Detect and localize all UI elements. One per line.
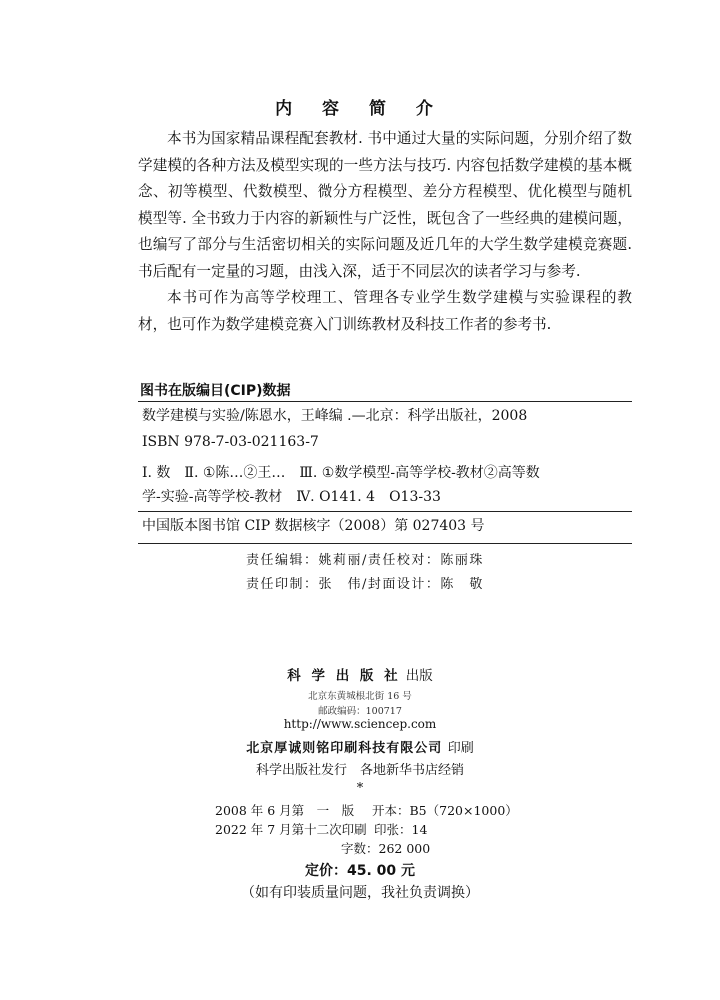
publisher-postcode: 邮政编码：100717 [318, 706, 402, 717]
publisher-suffix: 出版 [405, 668, 433, 684]
cip-isbn: ISBN 978-7-03-021163-7 [142, 434, 319, 450]
publisher-address: 北京东黄城根北街 16 号 [308, 691, 412, 702]
price: 定价：45. 00 元 [304, 863, 416, 879]
edition-first: 2008 年 6 月第 一 版 [215, 803, 355, 818]
introduction [138, 126, 632, 338]
intro-paragraph-2: 本书可作为高等学校理工、管理各专业学生数学建模与实验课程的教材，也可作为数学建模竞赛入门训练教材及科技工作者的参考书. [138, 289, 632, 333]
cip-classification-1: Ⅰ. 数 Ⅱ. ①陈…②王… Ⅲ. ①数学模型-高等学校-教材②高等数 [142, 465, 540, 481]
edition-sheets: 印张：14 [374, 822, 428, 837]
printer-line [0, 737, 720, 756]
cip-title-line: 数学建模与实验/陈恩水，王峰编 .—北京：科学出版社，2008 [142, 408, 528, 424]
quality-note: （如有印装质量问题，我社负责调换） [241, 885, 479, 901]
edition-print: 2022 年 7 月第十二次印刷 [215, 822, 367, 837]
staff-editors: 责任编辑：姚莉丽/责任校对：陈丽珠 [246, 553, 484, 568]
edition-format: 开本：B5（720×1000） [372, 803, 518, 818]
cip-top-rule [138, 401, 632, 402]
publisher-url: http://www.sciencep.com [283, 717, 437, 731]
cip-mid-rule [138, 511, 632, 512]
cip-bottom-rule [138, 543, 632, 544]
publisher-name: 科 学 出 版 社 [287, 668, 401, 684]
edition-words: 字数：262 000 [341, 841, 431, 856]
page-title: 内 容 简 介 [275, 99, 445, 119]
publisher-line [0, 664, 720, 684]
printer-name: 北京厚诚则铭印刷科技有限公司 [246, 741, 443, 756]
separator-star: * [356, 781, 364, 796]
intro-paragraph-1: 本书为国家精品课程配套教材. 书中通过大量的实际问题，分别介绍了数学建模的各种方法及模型实现的一些方法与技巧. 内容包括数学建模的基本概念、初等模型、代数模型、微分方程模型、差分方程模型、优化模型与随机模型等. 全书致力于内容的新颖性与广泛性，既包含了一些经典的建模问题，也编写了部分与生活密切相关的实际问题及近几年的大学生数学建模竞赛题. 书后配有一定量的习题，由浅入深，适于不同层次的读者学习与参考. [138, 130, 632, 280]
cip-classification-2: 学-实验-高等学校-教材 Ⅳ. O141. 4 O13-33 [142, 489, 441, 505]
distribution: 科学出版社发行 各地新华书店经销 [255, 763, 464, 778]
printer-suffix: 印刷 [447, 741, 474, 756]
cip-header: 图书在版编目(CIP)数据 [140, 383, 291, 399]
cip-record-number: 中国版本图书馆 CIP 数据核字（2008）第 027403 号 [142, 518, 485, 534]
staff-printing-design: 责任印制：张 伟/封面设计：陈 敬 [246, 577, 484, 592]
